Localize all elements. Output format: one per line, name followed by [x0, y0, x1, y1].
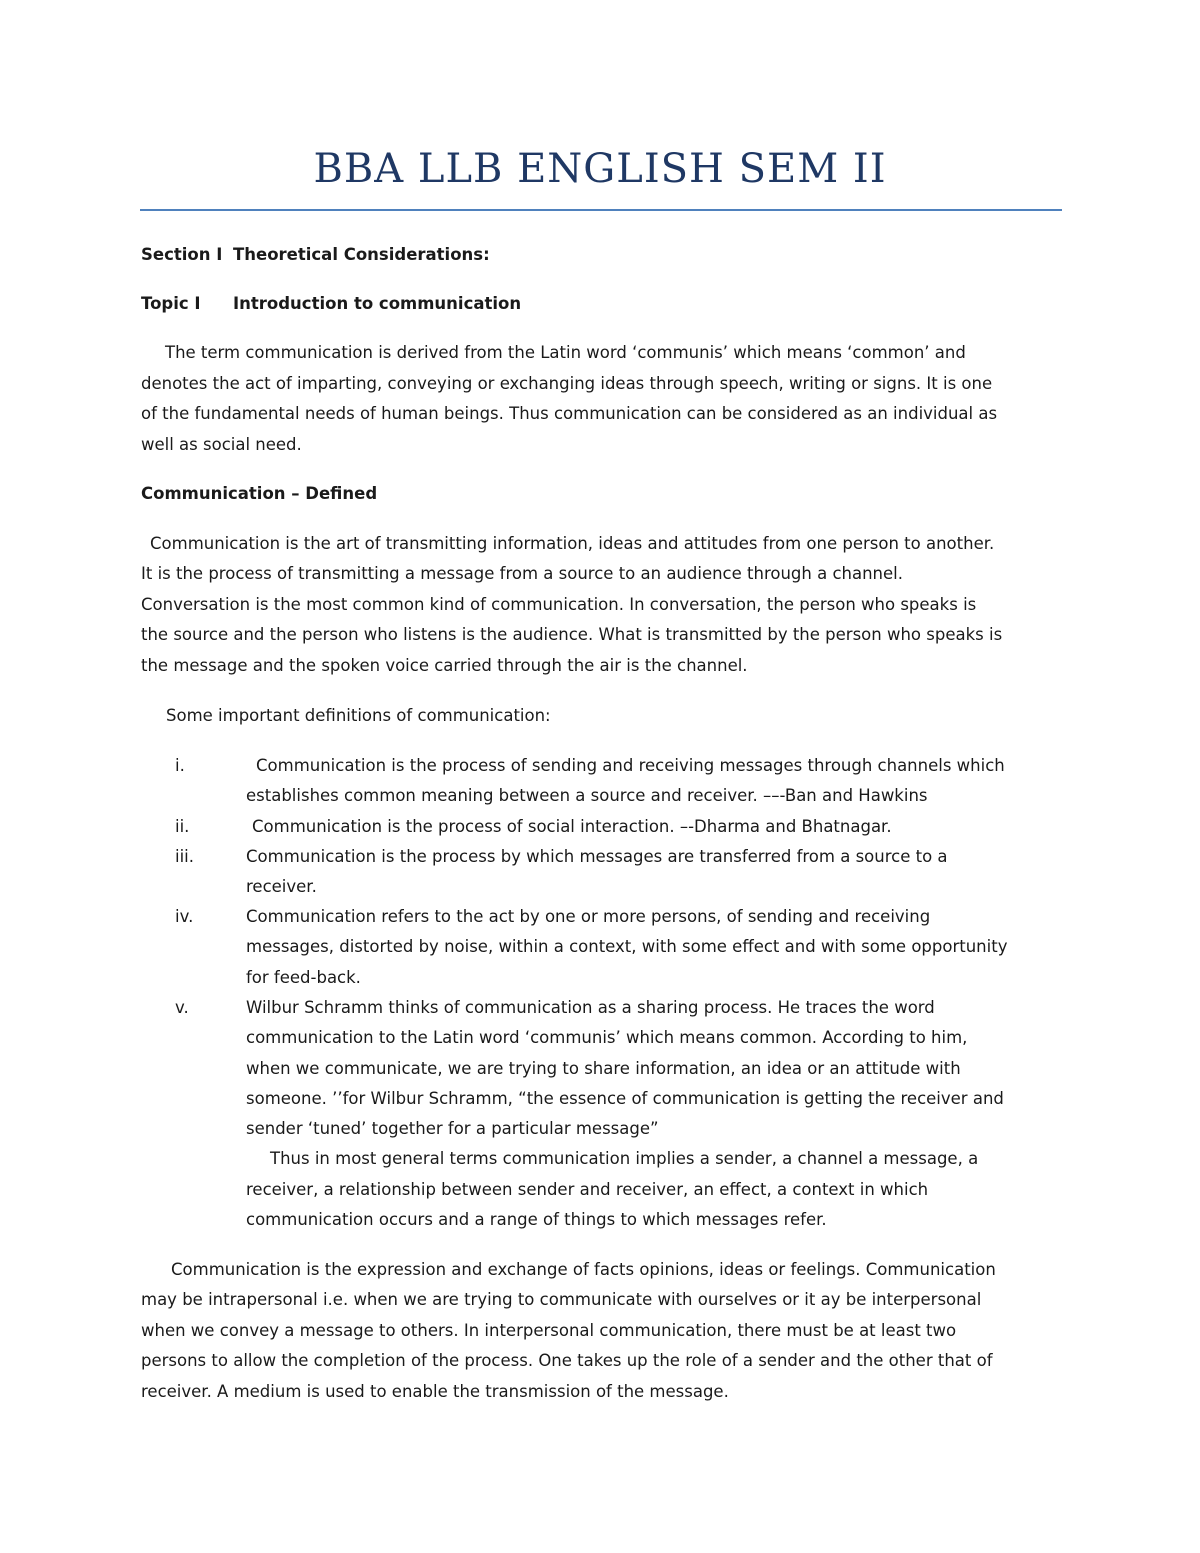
intro-line: of the fundamental needs of human beings. Thus communication can be considered as an individual as	[141, 404, 998, 423]
defined-line: the source and the person who listens is the audience. What is transmitted by the person who speaks is	[141, 625, 1003, 644]
list-item-line: Thus in most general terms communication implies a sender, a channel a message, a	[270, 1149, 979, 1168]
intro-line: well as social need.	[141, 435, 302, 454]
list-item-line: for feed-back.	[246, 968, 361, 987]
list-item-line: when we communicate, we are trying to share information, an idea or an attitude with	[246, 1059, 961, 1078]
defined-line: Communication is the art of transmitting information, ideas and attitudes from one person to another.	[150, 534, 995, 553]
defined-line: Conversation is the most common kind of communication. In conversation, the person who speaks is	[141, 595, 977, 614]
list-item-line: communication to the Latin word ‘communis’ which means common. According to him,	[246, 1028, 968, 1047]
section-label: Section I	[141, 245, 223, 264]
defined-heading: Communication – Defined	[141, 484, 378, 503]
topic-name: Introduction to communication	[233, 294, 522, 313]
list-item-number: ii.	[175, 817, 190, 836]
list-item-number: v.	[175, 998, 189, 1017]
section-name: Theoretical Considerations:	[233, 245, 490, 264]
closing-line: Communication is the expression and exchange of facts opinions, ideas or feelings. Communication	[171, 1260, 996, 1279]
list-item-number: iii.	[175, 847, 194, 866]
list-item-line: Communication is the process by which messages are transferred from a source to a	[246, 847, 948, 866]
topic-label: Topic I	[141, 294, 201, 313]
list-item-number: i.	[175, 756, 185, 775]
intro-line: The term communication is derived from the Latin word ‘communis’ which means ‘common’ and	[165, 343, 966, 362]
list-item-line: messages, distorted by noise, within a context, with some effect and with some opportunity	[246, 937, 1008, 956]
list-item-line: Communication refers to the act by one or more persons, of sending and receiving	[246, 907, 931, 926]
list-item-line: receiver, a relationship between sender and receiver, an effect, a context in which	[246, 1180, 929, 1199]
intro-line: denotes the act of imparting, conveying or exchanging ideas through speech, writing or signs. It is one	[141, 374, 993, 393]
list-item-line: communication occurs and a range of things to which messages refer.	[246, 1210, 827, 1229]
list-item-line: establishes common meaning between a source and receiver. ––-Ban and Hawkins	[246, 786, 928, 805]
definitions-intro: Some important definitions of communication:	[166, 706, 551, 725]
list-item-number: iv.	[175, 907, 194, 926]
list-item-line: Communication is the process of sending and receiving messages through channels which	[256, 756, 1005, 775]
list-item-line: someone. ’’for Wilbur Schramm, “the essence of communication is getting the receiver and	[246, 1089, 1004, 1108]
defined-line: It is the process of transmitting a message from a source to an audience through a channel.	[141, 564, 903, 583]
document-title: BBA LLB ENGLISH SEM II	[313, 146, 887, 192]
list-item-line: sender ‘tuned’ together for a particular message”	[246, 1119, 659, 1138]
list-item-line: Wilbur Schramm thinks of communication as a sharing process. He traces the word	[246, 998, 935, 1017]
closing-line: persons to allow the completion of the process. One takes up the role of a sender and the other that of	[141, 1351, 993, 1370]
closing-line: when we convey a message to others. In interpersonal communication, there must be at least two	[141, 1321, 957, 1340]
list-item-line: Communication is the process of social interaction. –-Dharma and Bhatnagar.	[252, 817, 892, 836]
closing-line: may be intrapersonal i.e. when we are trying to communicate with ourselves or it ay be interpersonal	[141, 1290, 982, 1309]
title-underline	[140, 209, 1062, 211]
defined-line: the message and the spoken voice carried through the air is the channel.	[141, 656, 748, 675]
closing-line: receiver. A medium is used to enable the transmission of the message.	[141, 1382, 729, 1401]
list-item-line: receiver.	[246, 877, 317, 896]
